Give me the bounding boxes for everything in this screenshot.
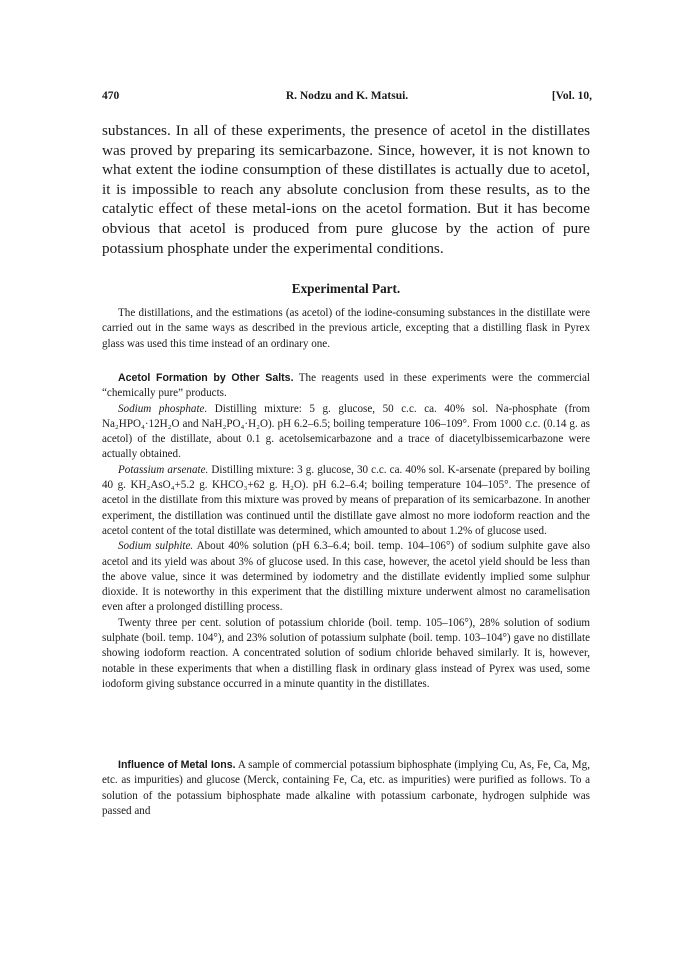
sodium-phosphate-paragraph xyxy=(102,402,590,463)
experimental-intro-paragraph: The distillations, and the estimations (as acetol) of the iodine-consuming substances in the distillate were carried out in the same ways as described in the previous article, excepting that a distilling flask in Pyrex glass was used this time instead of an ordinary one. xyxy=(102,307,590,350)
section-heading: Experimental Part. xyxy=(291,281,401,296)
running-header xyxy=(102,90,592,102)
metal-ions-text: A sample of commercial potassium biphosphate (implying Cu, As, Fe, Ca, Mg, etc. as impurities) and glucose (Merck, containing Fe, Ca, etc. as impurities) were purified as follows. To a solution of the potassium biphosphate made alkaline with potassium carbonate, hydrogen sulphide was passed and xyxy=(102,759,590,817)
sodium-phosphate-title: Sodium phosphate. xyxy=(118,402,208,415)
sodium-sulphite-title: Sodium sulphite. xyxy=(118,540,194,553)
volume-label: [Vol. 10, xyxy=(551,90,592,102)
experimental-intro-block xyxy=(102,306,590,352)
potassium-arsenate-text: Distilling mixture: 3 g. glucose, 30 c.c. ca. 40% sol. K-arsenate (prepared by boiling 40 g. KH₂AsO₄+5.2 g. KHCO₃+62 g. H₂O). pH 6.2–6.4; boiling temperature 104–105°. The presence of acetol in the distillate from this mixture was proved by means of preparation of its semicarbazone. In another experiment, the distillation was continued until the distillate gave almost no more iodoform reaction and the acetol content of the total distillate was determined, which amounted to about 1.2% of glucose used. xyxy=(102,463,590,537)
acetol-section-heading: Acetol Formation by Other Salts. xyxy=(118,372,294,384)
running-authors: R. Nodzu and K. Matsui. xyxy=(285,90,409,102)
other-salts-paragraph: Twenty three per cent. solution of potassium chloride (boil. temp. 105–106°), 28% solution of sodium sulphate (boil. temp. 104°), and 23% solution of potassium sulphate (boil. temp. 103–104°) gave no distillate showing iodoform reaction. A concentrated solution of sodium chloride behaved similarly. It is, however, notable in these experiments that when a distilling flask in ordinary glass instead of Pyrex was used, some iodoform giving substance occurred in a minute quantity in the distillates. xyxy=(102,616,590,690)
metal-ions-section xyxy=(102,758,590,819)
acetol-lead-text: The reagents used in these experiments were the commercial “chemically pure” products. xyxy=(102,372,590,400)
page-number: 470 xyxy=(102,90,120,102)
acetol-formation-section xyxy=(102,371,590,692)
potassium-arsenate-paragraph xyxy=(102,463,590,539)
sodium-phosphate-text: Distilling mixture: 5 g. glucose, 50 c.c. ca. 40% sol. Na-phosphate (from Na₂HPO₄·12H₂O and NaH₂PO₄·H₂O). pH 6.2–6.5; boiling temperature 106–109°. From 1000 c.c. (0.14 g. as acetol) of the distillate, about 0.1 g. acetolsemicarbazone and a trace of diacetylbissemicarbazone were actually obtained. xyxy=(102,402,590,461)
metal-ions-paragraph xyxy=(102,758,590,819)
intro-paragraph: substances. In all of these experiments, the presence of acetol in the distillates was proved by preparing its semicarbazone. Since, however, it is not known to what extent the iodine consumption of these distillates is actually due to acetol, it is impossible to reach any absolute conclusion from these results, as to the catalytic effect of these metal-ions on the acetol formation. But it has become obvious that acetol is produced from pure glucose by the action of pure potassium phosphate under the experimental conditions. xyxy=(102,122,590,257)
sodium-sulphite-text: About 40% solution (pH 6.3–6.4; boil. temp. 104–106°) of sodium sulphite gave also acetol and its yield was about 3% of glucose used. In this case, however, the acetol yield should be less than the above value, since it was determined by iodometry and the distillate evidently implied some sulphur dioxide. It is noteworthy in this experiment that the distilling mixture underwent almost no caramelisation even after a prolonged distilling process. xyxy=(102,540,590,614)
sodium-sulphite-paragraph xyxy=(102,539,590,615)
metal-ions-heading: Influence of Metal Ions. xyxy=(118,759,236,771)
intro-text-block xyxy=(102,121,590,258)
potassium-arsenate-title: Potassium arsenate. xyxy=(118,463,209,476)
acetol-lead-paragraph xyxy=(102,371,590,402)
